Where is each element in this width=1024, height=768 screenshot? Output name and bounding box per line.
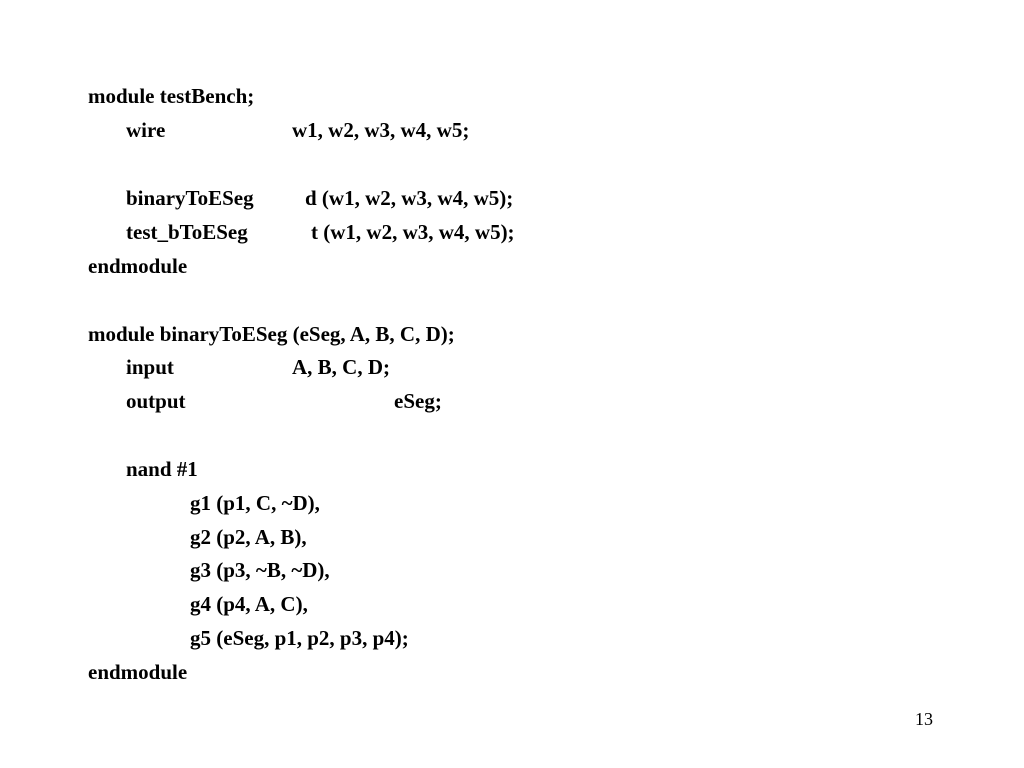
code-line-wire-args: w1, w2, w3, w4, w5; [292,118,470,142]
code-line-test-btoeseg-args: t (w1, w2, w3, w4, w5); [311,220,515,244]
page-number: 13 [915,709,933,729]
code-line-binarytoeseg-instance: binaryToESeg [126,186,254,210]
code-line-nand: nand #1 [126,457,198,481]
code-line-output-keyword: output [126,389,186,413]
code-line-endmodule-1: endmodule [88,254,188,278]
code-line-wire-keyword: wire [126,118,166,142]
code-line-output-args: eSeg; [394,389,442,413]
code-line-g2: g2 (p2, A, B), [190,525,307,549]
code-line-module-binarytoeseg: module binaryToESeg (eSeg, A, B, C, D); [88,322,455,346]
code-line-g3: g3 (p3, ~B, ~D), [190,558,330,582]
code-line-test-btoeseg-instance: test_bToESeg [126,220,248,244]
code-line-g4: g4 (p4, A, C), [190,592,308,616]
code-line-binarytoeseg-args: d (w1, w2, w3, w4, w5); [305,186,514,210]
code-line-endmodule-2: endmodule [88,660,188,684]
code-line-g1: g1 (p1, C, ~D), [190,491,320,515]
code-line-input-keyword: input [126,355,174,379]
code-line-g5: g5 (eSeg, p1, p2, p3, p4); [190,626,409,650]
code-line-module-testbench: module testBench; [88,84,255,108]
code-line-input-args: A, B, C, D; [292,355,390,379]
